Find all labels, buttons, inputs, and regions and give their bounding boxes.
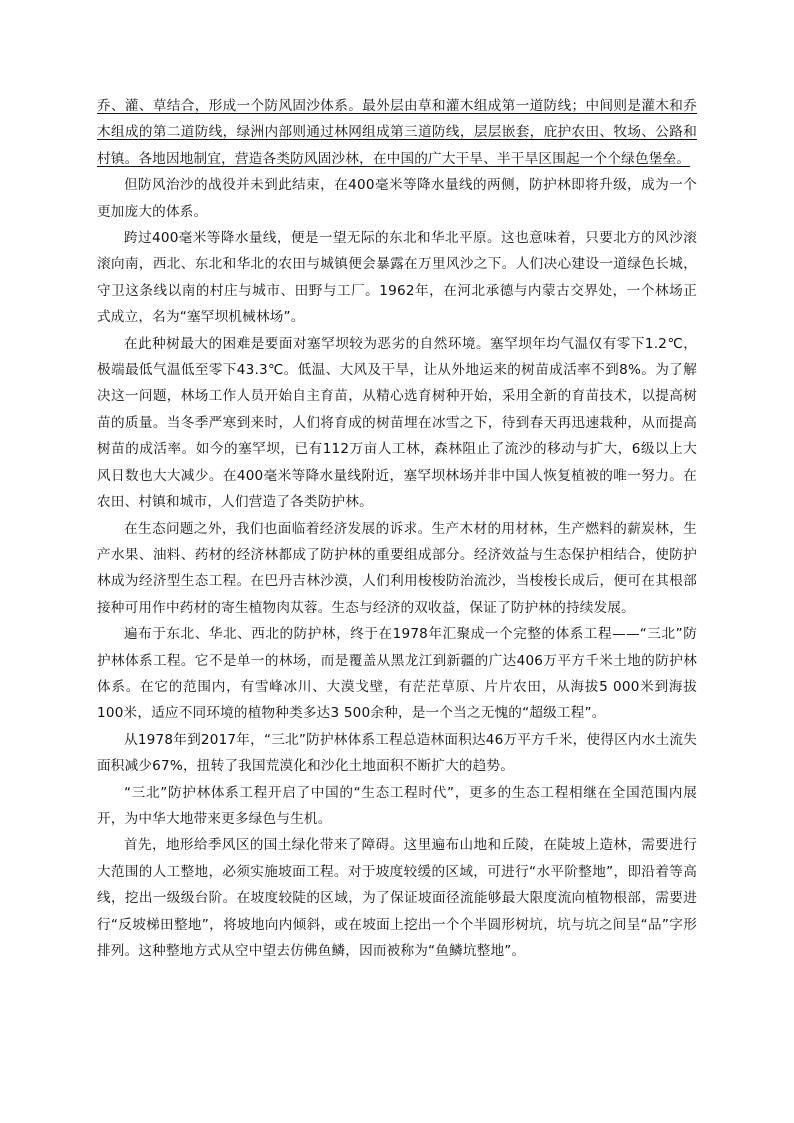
paragraph-3: 跨过400毫米等降水量线，便是一望无际的东北和华北平原。这也意味着，只要北方的风沙滚滚向南，西北、东北和华北的农田与城镇便会暴露在万里风沙之下。人们决心建设一道绿色长城，守卫这条线以南的村庄与城市、田野与工厂。1962年，在河北承德与内蒙古交界处，一个林场正式成立，名为“塞罕坝机械林场”。	[97, 230, 697, 326]
paragraph-4: 在此种树最大的困难是要面对塞罕坝较为恶劣的自然环境。塞罕坝年均气温仅有零下1.2℃，极端最低气温低至零下43.3℃。低温、大风及干旱，让从外地运来的树苗成活率不到8%。为了解决这一问题，林场工作人员开始自主育苗，从精心选育树种开始，采用全新的育苗技术，以提高树苗的质量。当冬季严寒到来时，人们将育成的树苗埋在冰雪之下，待到春天再迅速栽种，从而提高树苗的成活率。如今的塞罕坝，已有112万亩人工林，森林阻止了流沙的移动与扩大，6级以上大风日数也大大减少。在400毫米等降水量线附近，塞罕坝林场并非中国人恢复植被的唯一努力。在农田、村镇和城市，人们营造了各类防护林。	[97, 335, 697, 511]
paragraph-9: 首先，地形给季风区的国土绿化带来了障碍。这里遍布山地和丘陵，在陡坡上造林，需要进行大范围的人工整地，必须实施坡面工程。对于坡度较缓的区域，可进行“水平阶整地”，即沿着等高线，挖出一级级台阶。在坡度较陡的区域，为了保证坡面径流能够最大限度流向植物根部，需要进行“反坡梯田整地”，将坡地向内倾斜，或在坡面上挖出一个个半圆形树坑，坑与坑之间呈“品”字形排列。这种整地方式从空中望去仿佛鱼鳞，因而被称为“鱼鳞坑整地”。	[97, 837, 697, 959]
article-body	[97, 93, 697, 964]
paragraph-1: 乔、灌、草结合，形成一个防风固沙体系。最外层由草和灌木组成第一道防线；中间则是灌木和乔木组成的第二道防线，绿洲内部则通过林网组成第三道防线，层层嵌套，庇护农田、牧场、公路和村镇。各地因地制宜，营造各类防风固沙林，在中国的广大干旱、半干旱区围起一个个绿色堡垒。	[97, 98, 697, 167]
paragraph-6: 遍布于东北、华北、西北的防护林，终于在1978年汇聚成一个完整的体系工程——“三北”防护林体系工程。它不是单一的林场，而是覆盖从黑龙江到新疆的广达406万平方千米土地的防护林体系。在它的范围内，有雪峰冰川、大漠戈壁，有茫茫草原、片片农田，从海拔5 000米到海拔100米，适应不同环境的植物种类多达3 500余种，是一个当之无愧的“超级工程”。	[97, 626, 697, 722]
paragraph-8: “三北”防护林体系工程开启了中国的“生态工程时代”，更多的生态工程相继在全国范围内展开，为中华大地带来更多绿色与生机。	[97, 784, 697, 827]
paragraph-7: 从1978年到2017年，“三北”防护林体系工程总造林面积达46万平方千米，使得区内水土流失面积减少67%，扭转了我国荒漠化和沙化土地面积不断扩大的趋势。	[97, 731, 697, 775]
paragraph-5: 在生态问题之外，我们也面临着经济发展的诉求。生产木材的用材林，生产燃料的薪炭林，生产水果、油料、药材的经济林都成了防护林的重要组成部分。经济效益与生态保护相结合，使防护林成为经济型生态工程。在巴丹吉林沙漠，人们利用梭梭防治流沙，当梭梭长成后，便可在其根部接种可用作中药材的寄生植物肉苁蓉。生态与经济的双收益，保证了防护林的持续发展。	[97, 520, 697, 616]
paragraph-2: 但防风治沙的战役并未到此结束，在400毫米等降水量线的两侧，防护林即将升级，成为一个更加庞大的体系。	[97, 177, 697, 220]
